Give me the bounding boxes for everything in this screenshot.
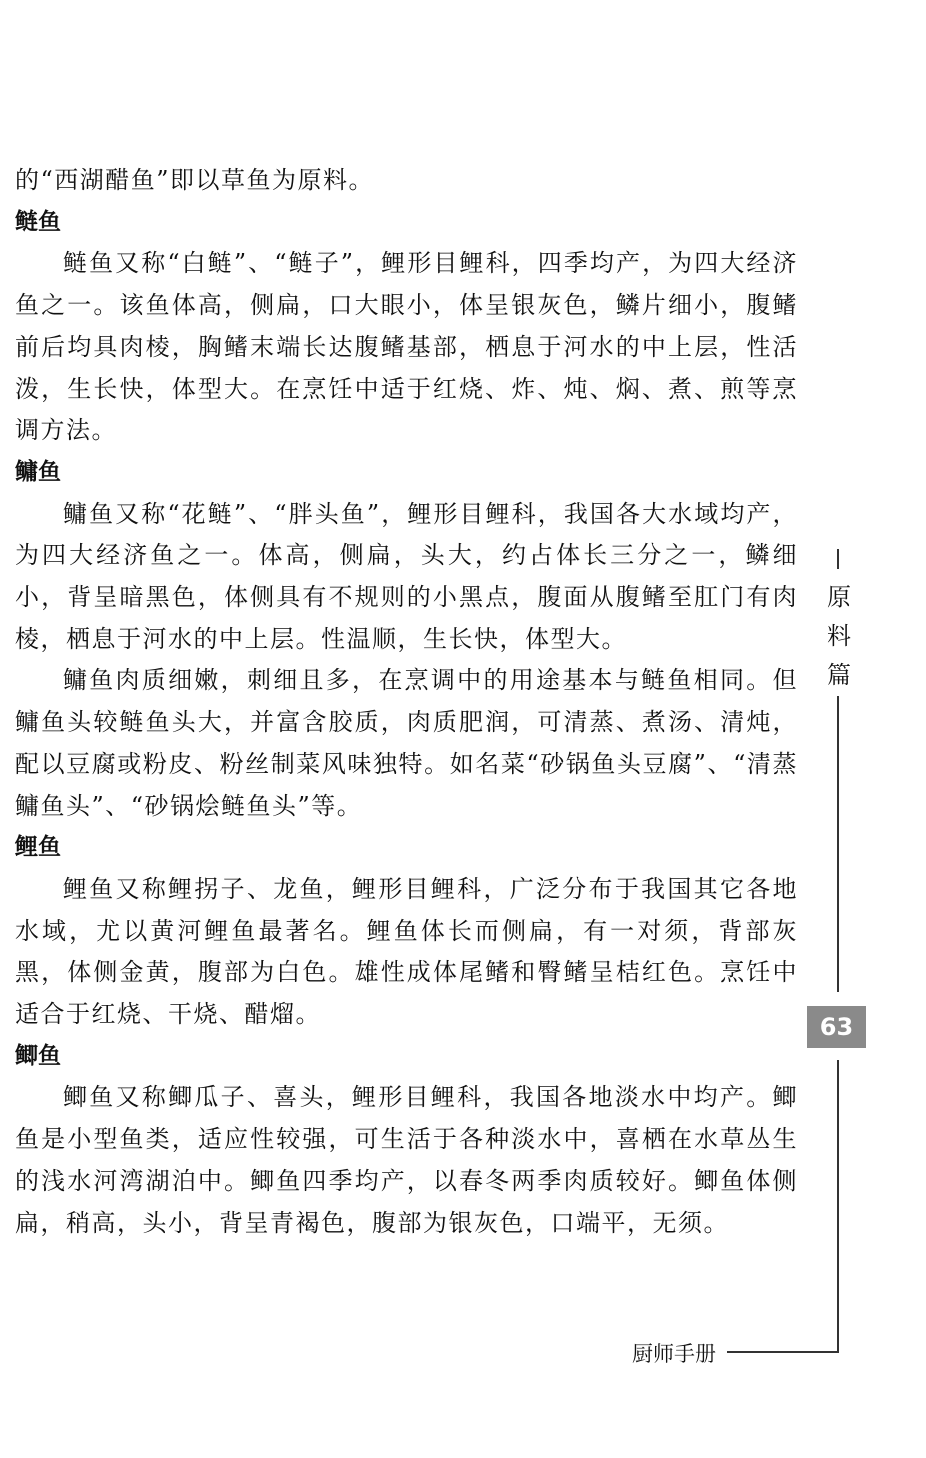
page-number: 63: [807, 1006, 866, 1048]
margin-rule-middle: [837, 696, 839, 992]
section-heading-ji: 鲫鱼: [15, 1042, 61, 1069]
ji-paragraph: 鲫鱼又称鲫瓜子、喜头，鲤形目鲤科，我国各地淡水中均产。鲫鱼是小型鱼类，适应性较强，可生活于各种淡水中，喜栖在水草丛生的浅水河湾湖泊中。鲫鱼四季均产，以春冬两季肉质较好。鲫鱼体侧扁，稍高，头小，背呈青褐色，腹部为银灰色，口端平，无须。: [15, 1083, 798, 1237]
chapter-side-tab: [822, 578, 856, 695]
intro-paragraph: 的“西湖醋鱼”即以草鱼为原料。: [15, 166, 375, 194]
side-tab-char-3: 篇: [827, 661, 851, 689]
margin-rule-bottom: [837, 1060, 839, 1351]
side-tab-char-1: 原: [827, 583, 851, 611]
lian-paragraph: 鲢鱼又称“白鲢”、“鲢子”，鲤形目鲤科，四季均产，为四大经济鱼之一。该鱼体高，侧扁，口大眼小，体呈银灰色，鳞片细小，腹鳍前后均具肉棱，胸鳍末端长达腹鳍基部，栖息于河水的中上层，性活泼，生长快，体型大。在烹饪中适于红烧、炸、炖、焖、煮、煎等烹调方法。: [15, 249, 798, 445]
footer-book-title: 厨师手册: [632, 1342, 716, 1366]
yong-paragraph-2: 鳙鱼肉质细嫩，刺细且多，在烹调中的用途基本与鲢鱼相同。但鳙鱼头较鲢鱼头大，并富含胶质，肉质肥润，可清蒸、煮汤、清炖，配以豆腐或粉皮、粉丝制菜风味独特。如名菜“砂锅鱼头豆腐”、“清蒸鳙鱼头”、“砂锅烩鲢鱼头”等。: [15, 666, 798, 820]
yong-paragraph-1: 鳙鱼又称“花鲢”、“胖头鱼”，鲤形目鲤科，我国各大水域均产，为四大经济鱼之一。体高，侧扁，头大，约占体长三分之一，鳞细小，背呈暗黑色，体侧具有不规则的小黑点，腹面从腹鳍至肛门有肉棱，栖息于河水的中上层。性温顺，生长快，体型大。: [15, 499, 798, 653]
body-text: [15, 160, 798, 1244]
section-heading-yong: 鳙鱼: [15, 458, 61, 485]
margin-rule-top: [837, 549, 839, 569]
footer-rule: [727, 1351, 839, 1353]
section-heading-li: 鲤鱼: [15, 834, 61, 861]
side-tab-char-2: 料: [827, 622, 851, 650]
li-paragraph: 鲤鱼又称鲤拐子、龙鱼，鲤形目鲤科，广泛分布于我国其它各地水域，尤以黄河鲤鱼最著名。鲤鱼体长而侧扁，有一对须，背部灰黑，体侧金黄，腹部为白色。雄性成体尾鳍和臀鳍呈桔红色。烹饪中适合于红烧、干烧、醋熘。: [15, 874, 798, 1029]
section-heading-lian: 鲢鱼: [15, 208, 61, 235]
